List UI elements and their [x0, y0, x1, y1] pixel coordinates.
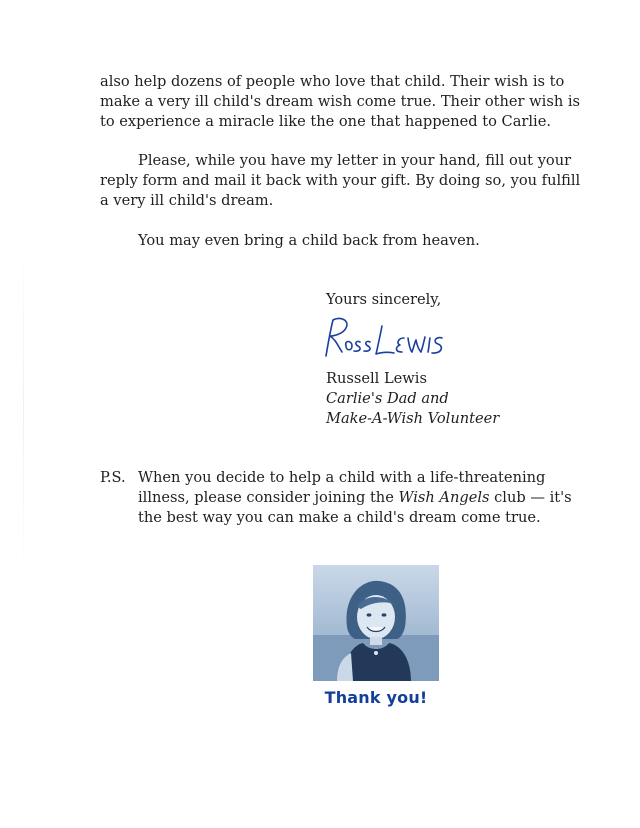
paragraph-line: Please, while you have my letter in your hand, fill out your [138, 152, 572, 169]
postscript-line [138, 488, 572, 508]
child-photo [313, 565, 439, 681]
scan-shadow [23, 240, 24, 580]
postscript-line: When you decide to help a child with a life-threatening [138, 469, 546, 486]
paragraph-line: a very ill child's dream. [100, 192, 274, 209]
closing-salutation: Yours sincerely, [326, 291, 442, 308]
postscript-body [138, 468, 572, 528]
postscript-text: club — it's [489, 489, 572, 506]
paragraph-line: to experience a miracle like the one that happened to Carlie. [100, 113, 552, 130]
postscript-line: the best way you can make a child's dream come true. [138, 509, 541, 526]
letter-paragraph-2 [100, 151, 585, 211]
handwritten-signature [316, 312, 446, 364]
wish-angels-club-name: Wish Angels [398, 489, 490, 506]
postscript-text: illness, please consider joining the [138, 489, 399, 506]
signer-title: Make-A-Wish Volunteer [326, 410, 500, 427]
signer-block [326, 369, 499, 429]
signer-name: Russell Lewis [326, 370, 427, 387]
postscript-label: P.S. [100, 469, 126, 486]
paragraph-line: also help dozens of people who love that child. Their wish is to [100, 73, 565, 90]
signer-title: Carlie's Dad and [326, 390, 449, 407]
paragraph-line: You may even bring a child back from heaven. [138, 232, 480, 249]
letter-paragraph-1 [100, 72, 585, 132]
letter-paragraph-3 [100, 231, 585, 251]
paragraph-line: make a very ill child's dream wish come true. Their other wish is [100, 93, 581, 110]
photo-caption: Thank you! [324, 688, 428, 707]
child-photo-illustration [313, 565, 439, 681]
paragraph-line: reply form and mail it back with your gift. By doing so, you fulfill [100, 172, 581, 189]
